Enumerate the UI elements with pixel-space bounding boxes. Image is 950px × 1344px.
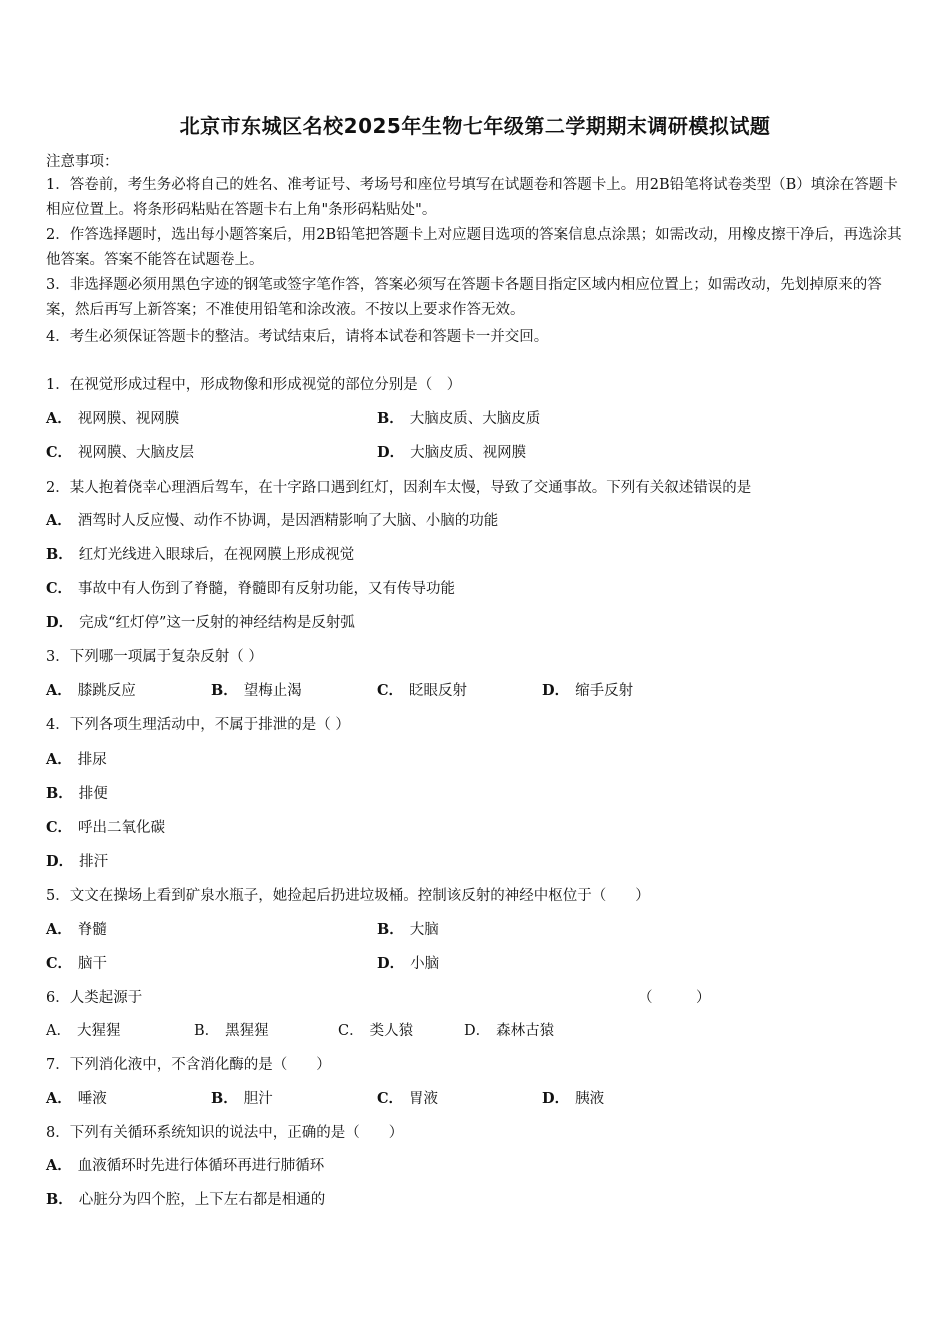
question-2-option-a: A． 酒驾时人反应慢、动作不协调，是因酒精影响了大脑、小脑的功能: [46, 512, 499, 529]
question-5-option-d: D． 小脑: [377, 955, 440, 972]
question-6-option-c: C． 类人猿: [338, 1023, 414, 1039]
question-7-option-d: D． 胰液: [542, 1090, 605, 1107]
question-1-option-a: A． 视网膜、视网膜: [46, 410, 180, 427]
question-2-option-b: B． 红灯光线进入眼球后，在视网膜上形成视觉: [46, 546, 355, 563]
question-5-option-a: A． 脊髓: [46, 921, 107, 938]
question-6-option-b: B． 黑猩猩: [194, 1023, 269, 1039]
question-6-option-a: A． 大猩猩: [46, 1023, 121, 1039]
notice-item-1: 1．答卷前，考生务必将自己的姓名、准考证号、考场号和座位号填写在试题卷和答题卡上。用2B铅笔将试卷类型（B）填涂在答题卡相应位置上。将条形码粘贴在答题卡右上角"条形码粘贴处"。: [46, 177, 898, 218]
question-1-stem: 1．在视觉形成过程中，形成物像和形成视觉的部位分别是（ ）: [46, 377, 462, 393]
question-4-option-b: B． 排便: [46, 785, 108, 802]
question-8-option-a: A． 血液循环时先进行体循环再进行肺循环: [46, 1157, 325, 1174]
notice-item-3: 3．非选择题必须用黑色字迹的钢笔或签字笔作答，答案必须写在答题卡各题目指定区域内相应位置上；如需改动，先划掉原来的答案，然后再写上新答案；不准使用铅笔和涂改液。不按以上要求作答无效。: [46, 277, 882, 318]
question-1-option-c: C． 视网膜、大脑皮层: [46, 444, 195, 461]
question-3-stem: 3．下列哪一项属于复杂反射（ ）: [46, 649, 263, 665]
question-4-option-c: C． 呼出二氧化碳: [46, 819, 166, 836]
question-2-option-c: C． 事故中有人伤到了脊髓，脊髓即有反射功能，又有传导功能: [46, 580, 456, 597]
question-4-stem: 4．下列各项生理活动中，不属于排泄的是（ ）: [46, 717, 350, 733]
question-1-option-d: D． 大脑皮质、视网膜: [377, 444, 527, 461]
notice-heading: 注意事项：: [46, 154, 119, 170]
question-8-stem: 8．下列有关循环系统知识的说法中，正确的是（ ）: [46, 1125, 404, 1141]
question-3-option-c: C． 眨眼反射: [377, 682, 468, 699]
question-7-stem: 7．下列消化液中，不含消化酶的是（ ）: [46, 1057, 331, 1073]
question-8-option-b: B． 心脏分为四个腔，上下左右都是相通的: [46, 1191, 326, 1208]
question-4-option-d: D． 排汗: [46, 853, 109, 870]
question-3-option-b: B． 望梅止渴: [211, 682, 302, 699]
question-4-option-a: A． 排尿: [46, 751, 107, 768]
question-5-option-b: B． 大脑: [377, 921, 439, 938]
question-3-option-d: D． 缩手反射: [542, 682, 634, 699]
notice-item-2: 2．作答选择题时，选出每小题答案后，用2B铅笔把答题卡上对应题目选项的答案信息点涂黑；如需改动，用橡皮擦干净后，再选涂其他答案。答案不能答在试题卷上。: [46, 227, 902, 268]
question-6-answer-bracket: （ ）: [638, 990, 711, 1006]
question-3-option-a: A． 膝跳反应: [46, 682, 136, 699]
question-7-option-b: B． 胆汁: [211, 1090, 273, 1107]
question-6-stem: 6．人类起源于: [46, 990, 143, 1006]
question-1-option-b: B． 大脑皮质、大脑皮质: [377, 410, 541, 427]
question-2-option-d: D． 完成“红灯停”这一反射的神经结构是反射弧: [46, 614, 355, 631]
notice-item-4: 4．考生必须保证答题卡的整洁。考试结束后，请将本试卷和答题卡一并交回。: [46, 329, 549, 345]
question-2-stem: 2．某人抱着侥幸心理酒后驾车，在十字路口遇到红灯，因刹车太慢，导致了交通事故。下列有关叙述错误的是: [46, 480, 752, 496]
question-7-option-c: C． 胃液: [377, 1090, 439, 1107]
question-5-stem: 5．文文在操场上看到矿泉水瓶子，她捡起后扔进垃圾桶。控制该反射的神经中枢位于（ ）: [46, 888, 650, 904]
question-6-option-d: D． 森林古猿: [464, 1023, 555, 1039]
question-7-option-a: A． 唾液: [46, 1090, 107, 1107]
question-5-option-c: C． 脑干: [46, 955, 108, 972]
page-title: 北京市东城区名校2025年生物七年级第二学期期末调研模拟试题: [179, 114, 771, 138]
